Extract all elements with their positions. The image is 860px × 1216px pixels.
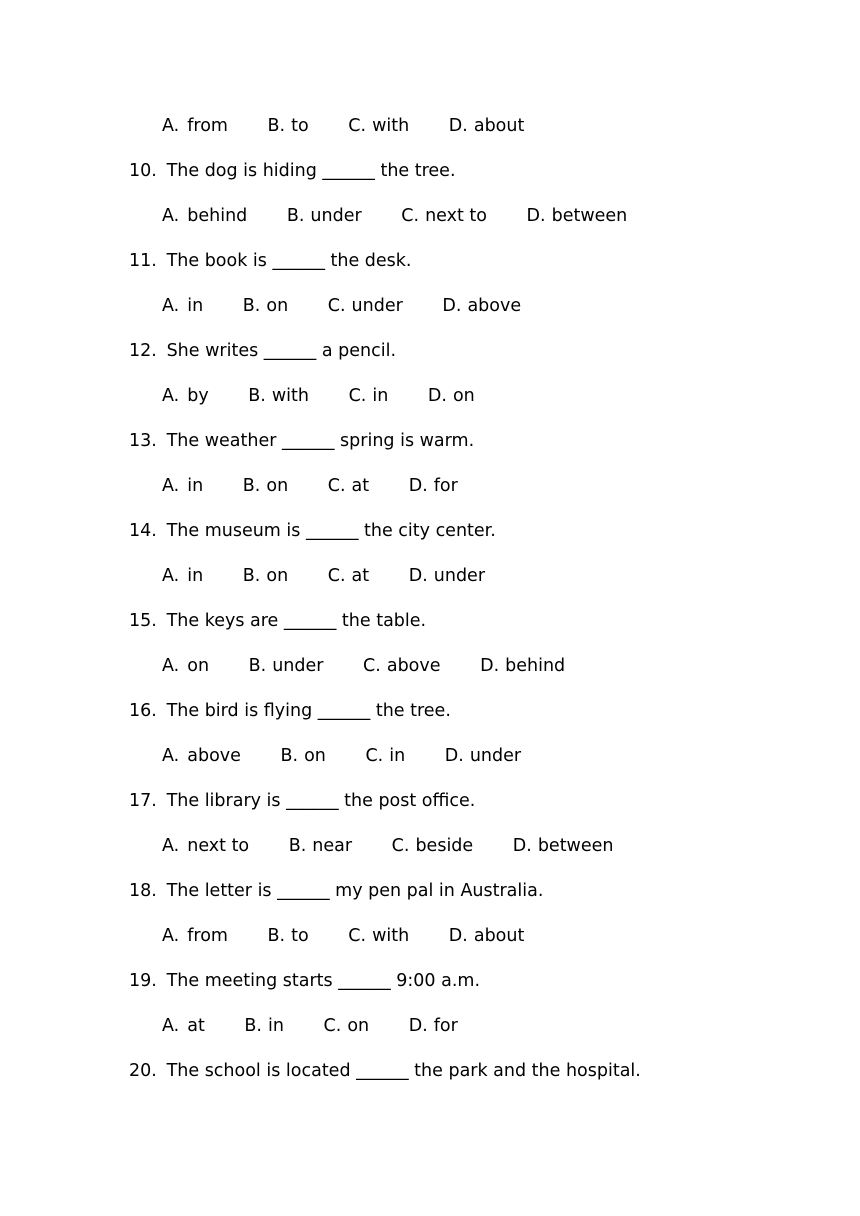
exercise-list	[0, 108, 860, 1098]
question-number: 18.	[129, 881, 157, 901]
question-text: She writes ______ a pencil.	[166, 341, 397, 361]
question-text: The dog is hiding ______ the tree.	[166, 161, 456, 181]
question-text: The library is ______ the post office.	[166, 791, 476, 811]
option-b: B. on	[280, 746, 326, 766]
question-text: The book is ______ the desk.	[166, 251, 412, 271]
options-row-19	[0, 1008, 860, 1053]
option-b: B. under	[286, 206, 362, 226]
option-c: C. with	[348, 116, 410, 136]
option-a: A. next to	[162, 836, 250, 856]
option-d: D. between	[512, 836, 614, 856]
option-b: B. in	[244, 1016, 284, 1036]
option-a: A. from	[162, 116, 228, 136]
option-a: A. in	[162, 296, 204, 316]
question-number: 19.	[129, 971, 157, 991]
option-b: B. on	[242, 476, 289, 496]
question-12	[0, 333, 860, 378]
option-b: B. on	[242, 296, 289, 316]
question-number: 14.	[129, 521, 157, 541]
question-number: 10.	[129, 161, 157, 181]
question-number: 15.	[129, 611, 157, 631]
option-b: B. near	[288, 836, 353, 856]
question-19	[0, 963, 860, 1008]
question-14	[0, 513, 860, 558]
option-c: C. beside	[391, 836, 474, 856]
option-b: B. on	[242, 566, 289, 586]
question-10	[0, 153, 860, 198]
question-number: 16.	[129, 701, 157, 721]
question-20	[0, 1053, 860, 1098]
option-a: A. by	[162, 386, 209, 406]
option-c: C. above	[363, 656, 441, 676]
options-row-9	[0, 108, 860, 153]
question-17	[0, 783, 860, 828]
option-c: C. at	[327, 476, 370, 496]
option-c: C. at	[327, 566, 370, 586]
question-number: 17.	[129, 791, 157, 811]
options-row-11	[0, 288, 860, 333]
option-c: C. next to	[401, 206, 487, 226]
options-row-15	[0, 648, 860, 693]
question-number: 12.	[129, 341, 157, 361]
option-c: C. in	[365, 746, 406, 766]
option-d: D. about	[448, 116, 525, 136]
question-number: 13.	[129, 431, 157, 451]
options-row-14	[0, 558, 860, 603]
option-a: A. on	[162, 656, 210, 676]
option-c: C. on	[323, 1016, 370, 1036]
option-d: D. on	[427, 386, 475, 406]
option-d: D. behind	[480, 656, 566, 676]
question-text: The letter is ______ my pen pal in Australia.	[166, 881, 544, 901]
options-row-17	[0, 828, 860, 873]
options-row-13	[0, 468, 860, 513]
option-a: A. at	[162, 1016, 205, 1036]
options-row-16	[0, 738, 860, 783]
option-d: D. above	[442, 296, 522, 316]
option-a: A. in	[162, 476, 204, 496]
question-text: The bird is flying ______ the tree.	[166, 701, 451, 721]
options-row-12	[0, 378, 860, 423]
question-number: 11.	[129, 251, 157, 271]
question-text: The school is located ______ the park and the hospital.	[166, 1061, 641, 1081]
question-18	[0, 873, 860, 918]
option-b: B. with	[248, 386, 309, 406]
option-d: D. under	[444, 746, 522, 766]
option-d: D. for	[408, 1016, 458, 1036]
option-a: A. behind	[162, 206, 248, 226]
option-d: D. for	[408, 476, 458, 496]
question-16	[0, 693, 860, 738]
option-c: C. in	[348, 386, 389, 406]
option-b: B. under	[248, 656, 324, 676]
question-13	[0, 423, 860, 468]
question-text: The keys are ______ the table.	[166, 611, 427, 631]
option-b: B. to	[267, 926, 309, 946]
option-c: C. under	[327, 296, 403, 316]
question-number: 20.	[129, 1061, 157, 1081]
question-11	[0, 243, 860, 288]
option-b: B. to	[267, 116, 309, 136]
option-a: A. above	[162, 746, 241, 766]
question-text: The weather ______ spring is warm.	[166, 431, 475, 451]
option-d: D. under	[408, 566, 486, 586]
option-a: A. from	[162, 926, 228, 946]
option-d: D. between	[526, 206, 628, 226]
question-15	[0, 603, 860, 648]
question-text: The museum is ______ the city center.	[166, 521, 496, 541]
options-row-10	[0, 198, 860, 243]
options-row-18	[0, 918, 860, 963]
question-text: The meeting starts ______ 9:00 a.m.	[166, 971, 481, 991]
option-a: A. in	[162, 566, 204, 586]
option-d: D. about	[448, 926, 525, 946]
option-c: C. with	[348, 926, 410, 946]
